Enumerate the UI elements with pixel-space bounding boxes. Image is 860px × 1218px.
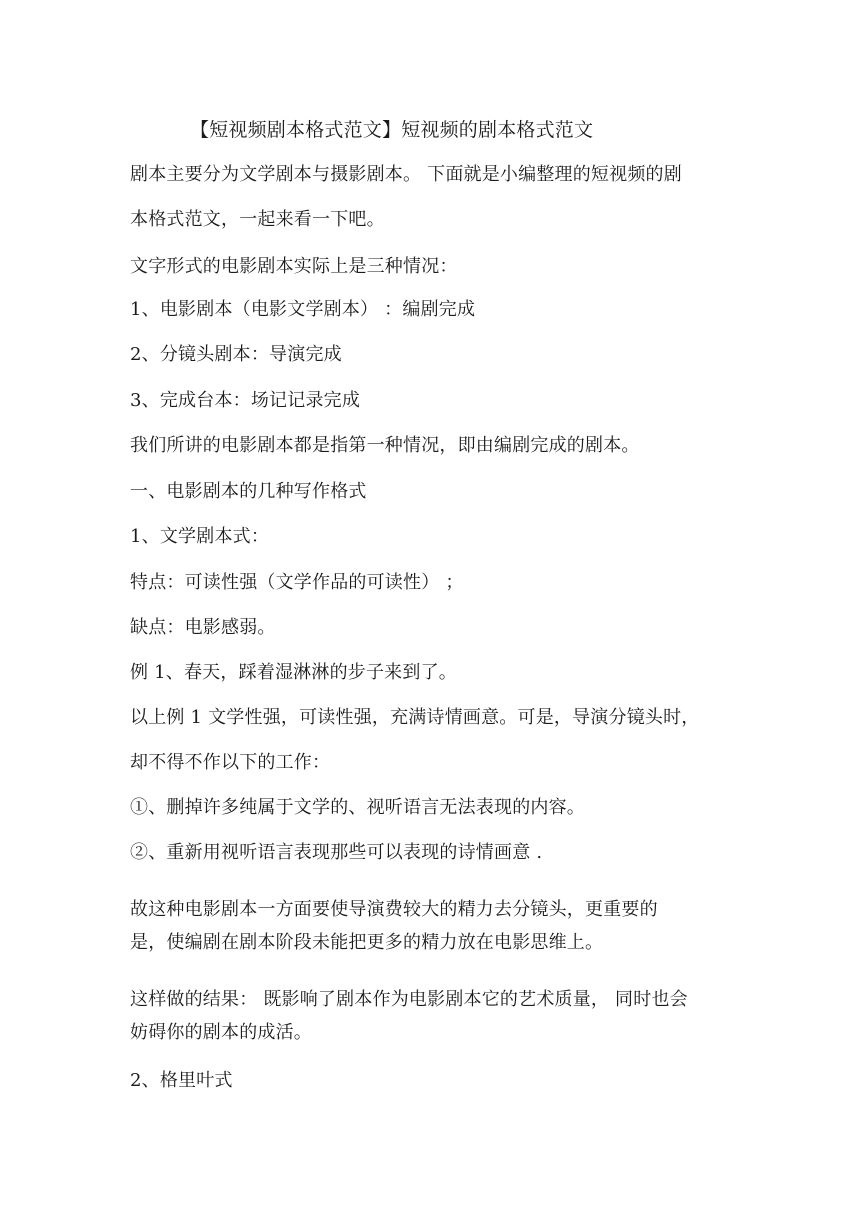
paragraph-line: 妨碍你的剧本的成活。 <box>130 1022 312 1043</box>
paragraph-line: 文字形式的电影剧本实际上是三种情况： <box>130 256 458 277</box>
list-item: ②、重新用视听语言表现那些可以表现的诗情画意 . <box>130 842 543 863</box>
paragraph-line: 故这种电影剧本一方面要使导演费较大的精力去分镜头，更重要的 <box>130 899 658 920</box>
paragraph-line: 例 1、春天，踩着湿淋淋的步子来到了。 <box>130 662 457 683</box>
subsection-heading: 2、格里叶式 <box>130 1070 233 1091</box>
paragraph-line: 缺点：电影感弱。 <box>130 617 276 638</box>
section-heading: 一、电影剧本的几种写作格式 <box>130 481 367 502</box>
paragraph-line: 是，使编剧在剧本阶段未能把更多的精力放在电影思维上。 <box>130 932 604 953</box>
subsection-heading: 1、文学剧本式： <box>130 526 270 547</box>
paragraph-line: 特点：可读性强（文学作品的可读性） ； <box>130 572 464 593</box>
list-item: 2、分镜头剧本：导演完成 <box>130 344 342 365</box>
list-item: ①、删掉许多纯属于文学的、视听语言无法表现的内容。 <box>130 797 585 818</box>
list-item: 3、完成台本：场记记录完成 <box>130 390 361 411</box>
paragraph-line: 本格式范文，一起来看一下吧。 <box>130 209 385 230</box>
document-title: 【短视频剧本格式范文】短视频的剧本格式范文 <box>190 119 594 141</box>
paragraph-line: 我们所讲的电影剧本都是指第一种情况，即由编剧完成的剧本。 <box>130 435 640 456</box>
paragraph-line: 这样做的结果： 既影响了剧本作为电影剧本它的艺术质量， 同时也会 <box>130 989 688 1010</box>
paragraph-line: 剧本主要分为文学剧本与摄影剧本。 下面就是小编整理的短视频的剧 <box>130 164 682 185</box>
paragraph-line: 以上例 1 文学性强，可读性强，充满诗情画意。可是，导演分镜头时， <box>130 707 700 728</box>
list-item: 1、电影剧本（电影文学剧本） ：编剧完成 <box>130 299 476 320</box>
paragraph-line: 却不得不作以下的工作： <box>130 752 331 773</box>
